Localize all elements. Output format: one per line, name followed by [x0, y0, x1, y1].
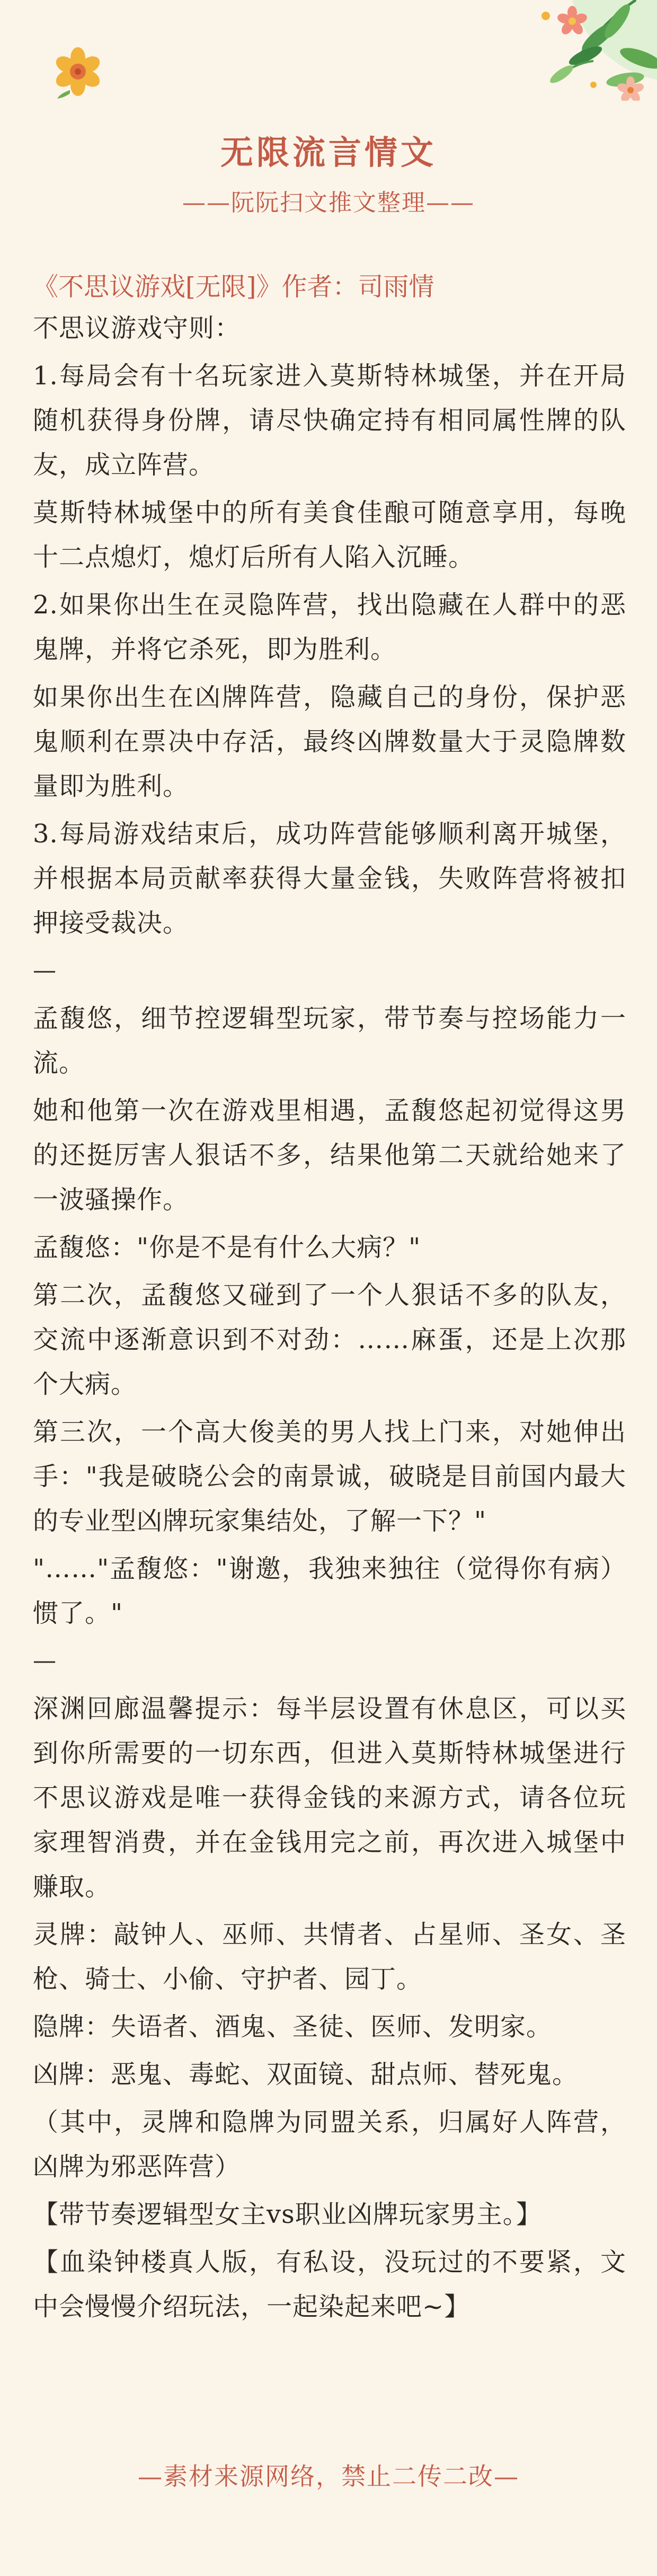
paragraph: 不思议游戏守则： — [33, 313, 241, 343]
paragraph: 孟馥悠："你是不是有什么大病？" — [33, 1233, 421, 1262]
paragraph: "……"孟馥悠："谢邀，我独来独往（觉得你有病）惯了。" — [33, 1554, 626, 1628]
paragraph: 【血染钟楼真人版，有私设，没玩过的不要紧，文中会慢慢介绍玩法，一起染起来吧~】 — [33, 2247, 626, 2322]
section-divider: — — [33, 1647, 56, 1674]
paragraph: 凶牌：恶鬼、毒蛇、双面镜、甜点师、替死鬼。 — [33, 2060, 579, 2089]
paragraph: 深渊回廊温馨提示：每半层设置有休息区，可以买到你所需要的一切东西，但进入莫斯特林城堡进行不思议游戏是唯一获得金钱的来源方式，请各位玩家理智消费，并在金钱用完之前，再次进入城堡中赚取。 — [33, 1694, 626, 1902]
paragraph: 莫斯特林城堡中的所有美食佳酿可随意享用，每晚十二点熄灯，熄灯后所有人陷入沉睡。 — [33, 498, 626, 572]
paragraph: 她和他第一次在游戏里相遇，孟馥悠起初觉得这男的还挺厉害人狠话不多，结果他第二天就给她来了一波骚操作。 — [33, 1096, 626, 1215]
paragraph: 【带节奏逻辑型女主vs职业凶牌玩家男主。】 — [33, 2200, 542, 2229]
paragraph: 隐牌：失语者、酒鬼、圣徒、医师、发明家。 — [33, 2012, 553, 2042]
paragraph: 3.每局游戏结束后，成功阵营能够顺利离开城堡，并根据本局贡献率获得大量金钱，失败阵营将被扣押接受裁决。 — [33, 819, 626, 938]
paragraph: 2.如果你出生在灵隐阵营，找出隐藏在人群中的恶鬼牌，并将它杀死，即为胜利。 — [33, 590, 626, 664]
page-subtitle: ——阮阮扫文推文整理—— — [182, 189, 475, 216]
book-title: 《不思议游戏[无限]》作者：司雨情 — [33, 272, 434, 302]
paragraph: （其中，灵牌和隐牌为同盟关系，归属好人阵营，凶牌为邪恶阵营） — [33, 2107, 626, 2182]
article-body — [33, 268, 626, 2332]
source-footer: —素材来源网络，禁止二传二改— — [138, 2462, 519, 2491]
section-divider: — — [33, 957, 56, 984]
page-title: 无限流言情文 — [220, 133, 437, 172]
paragraph: 孟馥悠，细节控逻辑型玩家，带节奏与控场能力一流。 — [33, 1004, 626, 1078]
paragraph: 第二次，孟馥悠又碰到了一个人狠话不多的队友，交流中逐渐意识到不对劲：……麻蛋，还是上次那个大病。 — [33, 1280, 626, 1399]
paragraph: 1.每局会有十名玩家进入莫斯特林城堡，并在开局随机获得身份牌，请尽快确定持有相同属性牌的队友，成立阵营。 — [33, 361, 626, 480]
flower-icon — [49, 42, 107, 101]
paragraph: 第三次，一个高大俊美的男人找上门来，对她伸出手："我是破晓公会的南景诚，破晓是目前国内最大的专业型凶牌玩家集结处，了解一下？" — [33, 1417, 626, 1536]
paragraph: 如果你出生在凶牌阵营，隐藏自己的身份，保护恶鬼顺利在票决中存活，最终凶牌数量大于灵隐牌数量即为胜利。 — [33, 682, 626, 801]
paragraph: 灵牌：敲钟人、巫师、共情者、占星师、圣女、圣枪、骑士、小偷、守护者、园丁。 — [33, 1920, 626, 1994]
leaf-bouquet-icon — [466, 0, 657, 101]
